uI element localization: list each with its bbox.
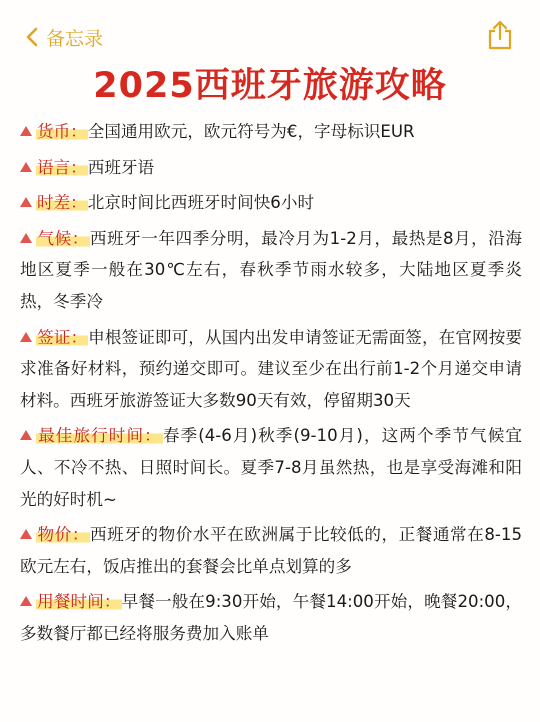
note-body[interactable] <box>20 116 522 654</box>
item-text: 西班牙一年四季分明，最冷月为1-2月，最热是8月，沿海地区夏季一般在30℃左右，春秋季节雨水较多，大陆地区夏季炎热，冬季冷 <box>20 228 523 311</box>
item-text: 早餐一般在9:30开始，午餐14:00开始，晚餐20:00，多数餐厅都已经将服务费加入账单 <box>20 592 522 643</box>
red-triangle-icon <box>20 197 32 207</box>
item-text: 西班牙语 <box>87 157 155 177</box>
item-text: 申根签证即可，从国内出发申请签证无需面签，在官网按要求准备好材料，预约递交即可。建议至少在出行前1-2个月递交申请材料。西班牙旅游签证大多数90天有效，停留期30天 <box>20 327 523 410</box>
page-title: 2025西班牙旅游攻略 <box>93 66 447 106</box>
note-item-visa <box>20 322 522 417</box>
item-label: 时差： <box>37 193 87 213</box>
chevron-left-icon <box>26 27 38 47</box>
red-triangle-icon <box>20 529 32 539</box>
item-label: 签证： <box>37 327 88 347</box>
item-text: 全国通用欧元，欧元符号为€，字母标识EUR <box>87 122 415 141</box>
item-label: 最佳旅行时间： <box>37 426 162 446</box>
red-triangle-icon <box>20 596 32 606</box>
item-label: 物价： <box>37 525 89 545</box>
note-item-currency <box>20 116 522 148</box>
note-item-language <box>20 152 522 184</box>
item-label: 语言： <box>37 157 87 177</box>
share-button[interactable] <box>486 20 514 50</box>
note-item-meal-time <box>20 586 522 649</box>
back-button[interactable] <box>26 22 103 52</box>
red-triangle-icon <box>20 126 32 136</box>
note-item-prices <box>20 519 522 582</box>
share-icon <box>486 35 514 54</box>
note-item-best-time <box>20 420 522 515</box>
red-triangle-icon <box>20 162 32 172</box>
red-triangle-icon <box>20 332 32 342</box>
note-item-climate <box>20 223 522 318</box>
item-text: 春季(4-6月)秋季(9-10月)，这两个季节气候宜人、不冷不热、日照时间长。夏季7-8月虽然热，也是享受海滩和阳光的好时机~ <box>20 426 522 509</box>
item-label: 气候： <box>37 228 89 248</box>
back-label: 备忘录 <box>46 27 104 50</box>
item-text: 北京时间比西班牙时间快6小时 <box>87 193 315 213</box>
red-triangle-icon <box>20 233 32 243</box>
item-label: 货币： <box>37 122 87 141</box>
red-triangle-icon <box>20 430 32 440</box>
item-text: 西班牙的物价水平在欧洲属于比较低的，正餐通常在8-15欧元左右，饭店推出的套餐会比单点划算的多 <box>20 525 522 576</box>
item-label: 用餐时间： <box>37 592 121 612</box>
note-item-timezone <box>20 187 522 219</box>
